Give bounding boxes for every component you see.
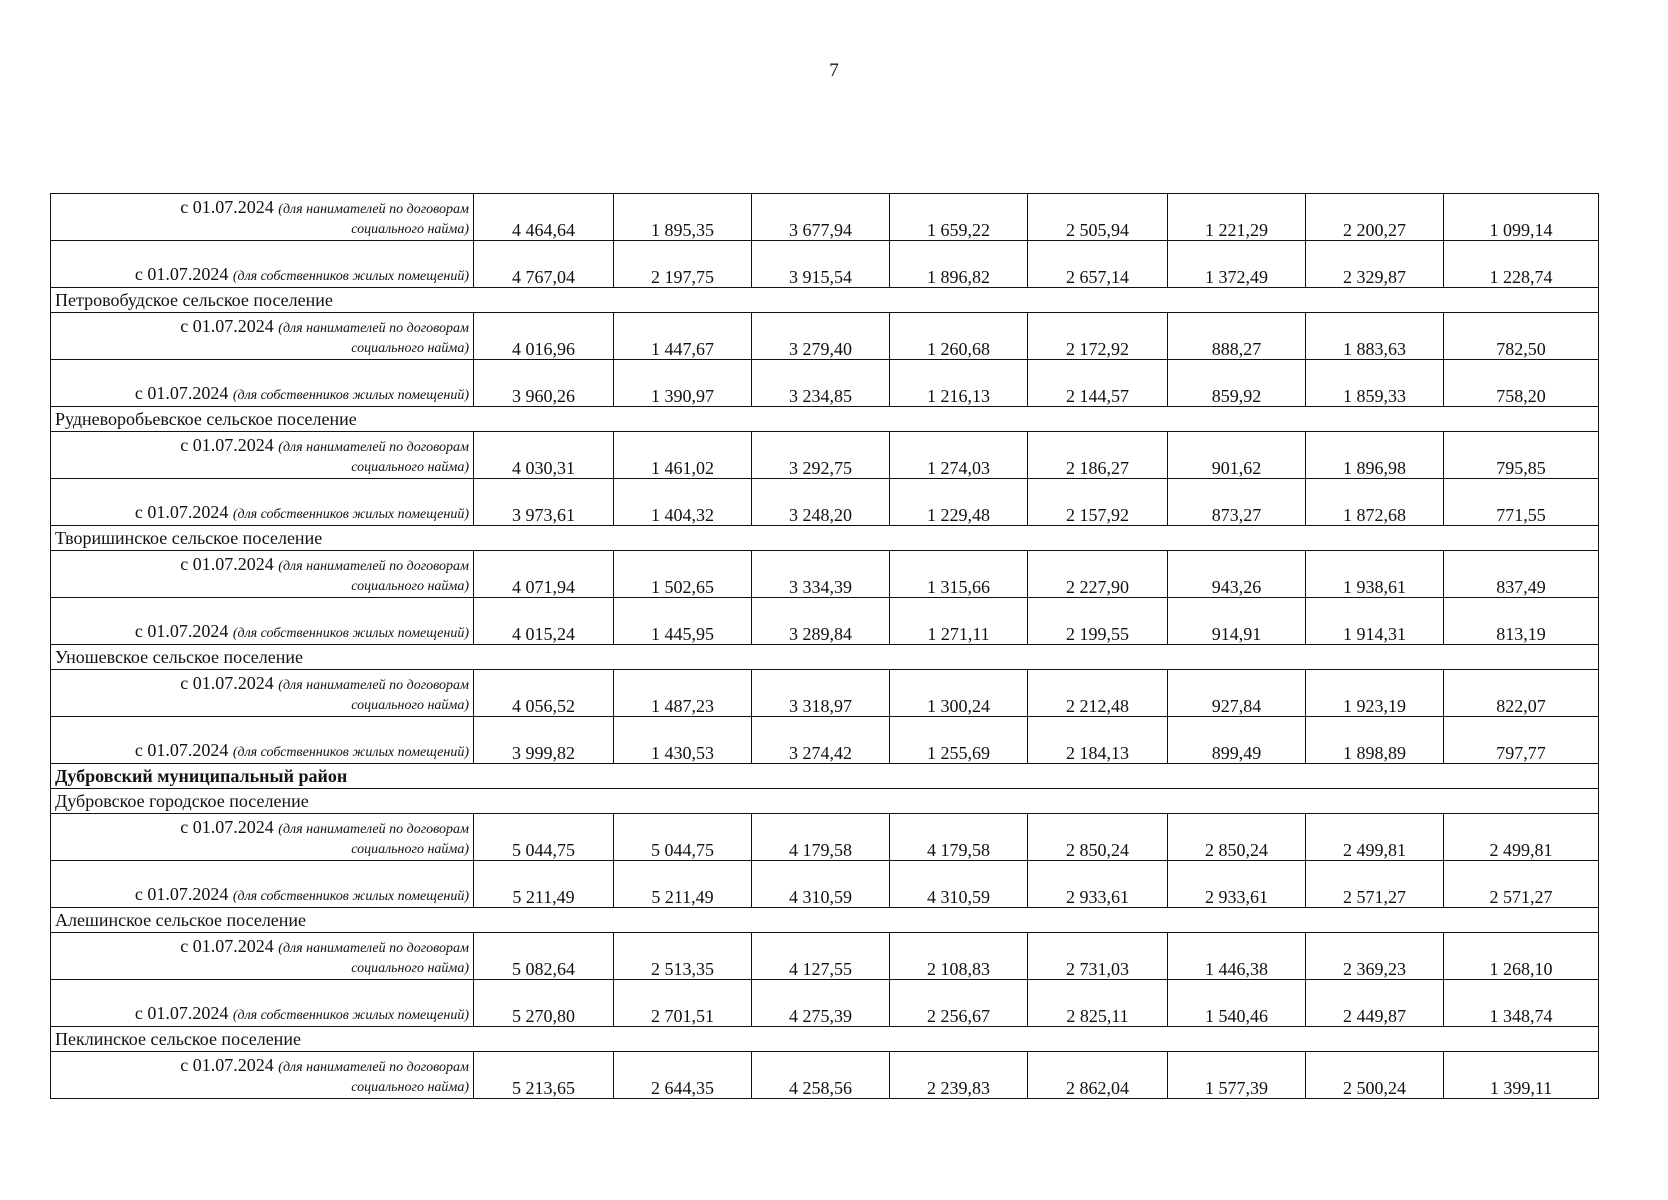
tenant-tariff-row xyxy=(51,313,1599,360)
owner-tariff-row xyxy=(51,980,1599,1027)
owner-tariff-row xyxy=(51,360,1599,407)
row-label-note: (для собственников жилых помещений) xyxy=(232,889,469,904)
tariff-value-cell: 2 186,27 xyxy=(1028,432,1168,479)
tariff-value-cell: 4 030,31 xyxy=(474,432,614,479)
owner-tariff-row xyxy=(51,598,1599,645)
row-label-date: с 01.07.2024 xyxy=(180,197,274,217)
row-label xyxy=(51,814,474,861)
row-label-line-1 xyxy=(55,884,469,907)
row-label-date: с 01.07.2024 xyxy=(134,1003,229,1023)
row-label-date: с 01.07.2024 xyxy=(134,884,229,904)
tariff-value-cell: 2 499,81 xyxy=(1444,814,1599,861)
tariff-value-cell: 5 211,49 xyxy=(474,861,614,908)
tariff-value-cell: 3 292,75 xyxy=(752,432,890,479)
tariff-value-cell: 2 199,55 xyxy=(1028,598,1168,645)
tariff-value-cell: 4 310,59 xyxy=(890,861,1028,908)
tariff-value-cell: 2 157,92 xyxy=(1028,479,1168,526)
tariff-value-cell: 2 212,48 xyxy=(1028,670,1168,717)
row-label-line-1 xyxy=(55,316,469,339)
tariff-value-cell: 1 300,24 xyxy=(890,670,1028,717)
tariff-value-cell: 3 289,84 xyxy=(752,598,890,645)
tariff-value-cell: 914,91 xyxy=(1168,598,1306,645)
tariff-value-cell: 4 071,94 xyxy=(474,551,614,598)
row-label-note: (для собственников жилых помещений) xyxy=(232,269,469,284)
tariff-value-cell: 943,26 xyxy=(1168,551,1306,598)
row-label xyxy=(51,194,474,241)
tariff-value-cell: 1 430,53 xyxy=(614,717,752,764)
tariff-value-cell: 2 644,35 xyxy=(614,1052,752,1099)
tariff-value-cell: 3 960,26 xyxy=(474,360,614,407)
tariff-value-cell: 873,27 xyxy=(1168,479,1306,526)
tariff-value-cell: 2 144,57 xyxy=(1028,360,1168,407)
row-label-line-1 xyxy=(55,383,469,406)
tariff-value-cell: 2 369,23 xyxy=(1306,933,1444,980)
tariff-value-cell: 1 216,13 xyxy=(890,360,1028,407)
row-label-note-continued: социального найма) xyxy=(351,460,469,475)
tariff-value-cell: 4 310,59 xyxy=(752,861,890,908)
row-label xyxy=(51,432,474,479)
tariff-value-cell: 1 399,11 xyxy=(1444,1052,1599,1099)
row-label-line-1 xyxy=(55,936,469,959)
row-label-line-1 xyxy=(55,264,469,287)
tariff-value-cell: 1 577,39 xyxy=(1168,1052,1306,1099)
section-title: Пеклинское сельское поселение xyxy=(51,1027,1599,1052)
tariff-value-cell: 1 268,10 xyxy=(1444,933,1599,980)
tariff-value-cell: 3 274,42 xyxy=(752,717,890,764)
row-label-note: (для собственников жилых помещений) xyxy=(232,388,469,403)
row-label-note: (для нанимателей по договорам xyxy=(278,941,469,956)
row-label-note: (для нанимателей по договорам xyxy=(278,202,469,217)
district-header-row xyxy=(51,764,1599,789)
tariff-value-cell: 901,62 xyxy=(1168,432,1306,479)
tariff-value-cell: 4 127,55 xyxy=(752,933,890,980)
section-title: Алешинское сельское поселение xyxy=(51,908,1599,933)
row-label-note: (для нанимателей по договорам xyxy=(278,1060,469,1075)
tariff-value-cell: 2 239,83 xyxy=(890,1052,1028,1099)
row-label-line-1 xyxy=(55,1003,469,1026)
tariff-value-cell: 1 445,95 xyxy=(614,598,752,645)
tariff-value-cell: 2 513,35 xyxy=(614,933,752,980)
row-label xyxy=(51,479,474,526)
row-label xyxy=(51,313,474,360)
row-label-note-continued: социального найма) xyxy=(351,222,469,237)
row-label xyxy=(51,670,474,717)
tariff-value-cell: 2 825,11 xyxy=(1028,980,1168,1027)
row-label-note-continued: социального найма) xyxy=(351,1080,469,1095)
tariff-value-cell: 4 056,52 xyxy=(474,670,614,717)
tariff-value-cell: 4 258,56 xyxy=(752,1052,890,1099)
tariff-value-cell: 1 255,69 xyxy=(890,717,1028,764)
tariff-value-cell: 837,49 xyxy=(1444,551,1599,598)
tariff-value-cell: 1 274,03 xyxy=(890,432,1028,479)
tariff-value-cell: 1 896,82 xyxy=(890,241,1028,288)
tariff-value-cell: 927,84 xyxy=(1168,670,1306,717)
row-label-note-continued: социального найма) xyxy=(351,579,469,594)
tariff-value-cell: 2 701,51 xyxy=(614,980,752,1027)
tariff-value-cell: 4 179,58 xyxy=(890,814,1028,861)
tariff-value-cell: 813,19 xyxy=(1444,598,1599,645)
tenant-tariff-row xyxy=(51,933,1599,980)
row-label xyxy=(51,241,474,288)
row-label-line-1 xyxy=(55,435,469,458)
section-title: Петровобудское сельское поселение xyxy=(51,288,1599,313)
tariff-value-cell: 2 108,83 xyxy=(890,933,1028,980)
owner-tariff-row xyxy=(51,717,1599,764)
tariff-value-cell: 1 461,02 xyxy=(614,432,752,479)
row-label-note: (для собственников жилых помещений) xyxy=(232,745,469,760)
tariff-value-cell: 1 348,74 xyxy=(1444,980,1599,1027)
tariff-value-cell: 5 270,80 xyxy=(474,980,614,1027)
tariff-value-cell: 3 677,94 xyxy=(752,194,890,241)
tariff-value-cell: 2 449,87 xyxy=(1306,980,1444,1027)
tariff-value-cell: 2 571,27 xyxy=(1444,861,1599,908)
section-header-row xyxy=(51,645,1599,670)
tariff-value-cell: 1 914,31 xyxy=(1306,598,1444,645)
tariff-value-cell: 2 850,24 xyxy=(1028,814,1168,861)
tariff-value-cell: 2 172,92 xyxy=(1028,313,1168,360)
tariff-value-cell: 2 500,24 xyxy=(1306,1052,1444,1099)
row-label-date: с 01.07.2024 xyxy=(134,383,229,403)
tariff-value-cell: 782,50 xyxy=(1444,313,1599,360)
row-label xyxy=(51,1052,474,1099)
row-label-note-continued: социального найма) xyxy=(351,341,469,356)
section-header-row xyxy=(51,407,1599,432)
tariff-value-cell: 1 446,38 xyxy=(1168,933,1306,980)
tariff-value-cell: 2 933,61 xyxy=(1028,861,1168,908)
tariff-value-cell: 3 248,20 xyxy=(752,479,890,526)
owner-tariff-row xyxy=(51,241,1599,288)
tariff-value-cell: 2 657,14 xyxy=(1028,241,1168,288)
tenant-tariff-row xyxy=(51,1052,1599,1099)
row-label xyxy=(51,598,474,645)
tariff-value-cell: 3 318,97 xyxy=(752,670,890,717)
tariff-value-cell: 3 973,61 xyxy=(474,479,614,526)
tariff-value-cell: 1 315,66 xyxy=(890,551,1028,598)
tariff-value-cell: 1 404,32 xyxy=(614,479,752,526)
row-label-note: (для нанимателей по договорам xyxy=(278,822,469,837)
tariff-value-cell: 4 464,64 xyxy=(474,194,614,241)
row-label-line-1 xyxy=(55,621,469,644)
row-label-date: с 01.07.2024 xyxy=(134,740,229,760)
section-title: Дубровское городское поселение xyxy=(51,789,1599,814)
district-title: Дубровский муниципальный район xyxy=(51,764,1599,789)
tariff-value-cell: 3 334,39 xyxy=(752,551,890,598)
tariff-value-cell: 4 016,96 xyxy=(474,313,614,360)
tariff-value-cell: 2 499,81 xyxy=(1306,814,1444,861)
tenant-tariff-row xyxy=(51,432,1599,479)
row-label-date: с 01.07.2024 xyxy=(134,621,229,641)
row-label-date: с 01.07.2024 xyxy=(180,1055,274,1075)
tariff-value-cell: 1 896,98 xyxy=(1306,432,1444,479)
tariff-value-cell: 2 505,94 xyxy=(1028,194,1168,241)
section-title: Творишинское сельское поселение xyxy=(51,526,1599,551)
tariff-value-cell: 758,20 xyxy=(1444,360,1599,407)
row-label-line-1 xyxy=(55,1055,469,1078)
section-header-row xyxy=(51,908,1599,933)
tariff-value-cell: 1 260,68 xyxy=(890,313,1028,360)
tariff-value-cell: 1 895,35 xyxy=(614,194,752,241)
tariff-value-cell: 4 275,39 xyxy=(752,980,890,1027)
row-label-date: с 01.07.2024 xyxy=(180,673,274,693)
tariff-value-cell: 1 938,61 xyxy=(1306,551,1444,598)
tariff-value-cell: 1 898,89 xyxy=(1306,717,1444,764)
row-label-line-1 xyxy=(55,673,469,696)
tariff-value-cell: 1 872,68 xyxy=(1306,479,1444,526)
tariff-value-cell: 2 256,67 xyxy=(890,980,1028,1027)
tariff-value-cell: 5 044,75 xyxy=(474,814,614,861)
tariff-value-cell: 899,49 xyxy=(1168,717,1306,764)
row-label-date: с 01.07.2024 xyxy=(180,316,274,336)
tariff-value-cell: 1 659,22 xyxy=(890,194,1028,241)
row-label-note: (для собственников жилых помещений) xyxy=(232,507,469,522)
tariff-value-cell: 3 234,85 xyxy=(752,360,890,407)
tariff-value-cell: 1 859,33 xyxy=(1306,360,1444,407)
tariff-value-cell: 1 099,14 xyxy=(1444,194,1599,241)
tariff-value-cell: 2 329,87 xyxy=(1306,241,1444,288)
tariff-value-cell: 1 447,67 xyxy=(614,313,752,360)
row-label xyxy=(51,933,474,980)
tariff-value-cell: 2 850,24 xyxy=(1168,814,1306,861)
tariff-value-cell: 797,77 xyxy=(1444,717,1599,764)
tariff-value-cell: 2 862,04 xyxy=(1028,1052,1168,1099)
row-label-note: (для собственников жилых помещений) xyxy=(232,1008,469,1023)
tariff-value-cell: 1 372,49 xyxy=(1168,241,1306,288)
section-title: Рудневоробьевское сельское поселение xyxy=(51,407,1599,432)
tariff-value-cell: 4 015,24 xyxy=(474,598,614,645)
tenant-tariff-row xyxy=(51,194,1599,241)
row-label-note-continued: социального найма) xyxy=(351,842,469,857)
row-label xyxy=(51,360,474,407)
tariff-value-cell: 5 211,49 xyxy=(614,861,752,908)
row-label-note-continued: социального найма) xyxy=(351,698,469,713)
tariff-value-cell: 4 179,58 xyxy=(752,814,890,861)
tariff-value-cell: 1 487,23 xyxy=(614,670,752,717)
page-number: 7 xyxy=(829,60,839,81)
row-label-note-continued: социального найма) xyxy=(351,961,469,976)
tariff-value-cell: 3 279,40 xyxy=(752,313,890,360)
row-label-date: с 01.07.2024 xyxy=(180,435,274,455)
tariff-value-cell: 5 044,75 xyxy=(614,814,752,861)
tenant-tariff-row xyxy=(51,551,1599,598)
tariff-table xyxy=(50,193,1599,1099)
row-label-line-1 xyxy=(55,740,469,763)
section-header-row xyxy=(51,1027,1599,1052)
row-label-line-1 xyxy=(55,554,469,577)
tariff-value-cell: 2 933,61 xyxy=(1168,861,1306,908)
tariff-value-cell: 2 184,13 xyxy=(1028,717,1168,764)
tariff-value-cell: 1 502,65 xyxy=(614,551,752,598)
owner-tariff-row xyxy=(51,861,1599,908)
row-label-note: (для нанимателей по договорам xyxy=(278,321,469,336)
row-label-date: с 01.07.2024 xyxy=(180,817,274,837)
row-label-date: с 01.07.2024 xyxy=(134,264,229,284)
tariff-value-cell: 3 999,82 xyxy=(474,717,614,764)
owner-tariff-row xyxy=(51,479,1599,526)
row-label xyxy=(51,717,474,764)
tariff-value-cell: 5 082,64 xyxy=(474,933,614,980)
tariff-value-cell: 3 915,54 xyxy=(752,241,890,288)
tenant-tariff-row xyxy=(51,670,1599,717)
section-header-row xyxy=(51,526,1599,551)
row-label xyxy=(51,980,474,1027)
tariff-value-cell: 795,85 xyxy=(1444,432,1599,479)
tariff-value-cell: 1 390,97 xyxy=(614,360,752,407)
tariff-value-cell: 1 221,29 xyxy=(1168,194,1306,241)
row-label-date: с 01.07.2024 xyxy=(180,554,274,574)
row-label-date: с 01.07.2024 xyxy=(180,936,274,956)
tariff-value-cell: 822,07 xyxy=(1444,670,1599,717)
row-label-note: (для нанимателей по договорам xyxy=(278,559,469,574)
tariff-value-cell: 2 227,90 xyxy=(1028,551,1168,598)
tariff-value-cell: 2 197,75 xyxy=(614,241,752,288)
tariff-value-cell: 859,92 xyxy=(1168,360,1306,407)
row-label-note: (для нанимателей по договорам xyxy=(278,440,469,455)
tariff-value-cell: 771,55 xyxy=(1444,479,1599,526)
tariff-value-cell: 1 883,63 xyxy=(1306,313,1444,360)
row-label-line-1 xyxy=(55,197,469,220)
row-label-date: с 01.07.2024 xyxy=(134,502,229,522)
section-header-row xyxy=(51,288,1599,313)
tariff-value-cell: 2 200,27 xyxy=(1306,194,1444,241)
section-title: Уношевское сельское поселение xyxy=(51,645,1599,670)
tariff-value-cell: 2 571,27 xyxy=(1306,861,1444,908)
tariff-value-cell: 1 923,19 xyxy=(1306,670,1444,717)
row-label xyxy=(51,551,474,598)
tariff-value-cell: 888,27 xyxy=(1168,313,1306,360)
tariff-value-cell: 1 228,74 xyxy=(1444,241,1599,288)
row-label-note: (для собственников жилых помещений) xyxy=(232,626,469,641)
row-label xyxy=(51,861,474,908)
tariff-value-cell: 1 271,11 xyxy=(890,598,1028,645)
section-header-row xyxy=(51,789,1599,814)
tariff-value-cell: 2 731,03 xyxy=(1028,933,1168,980)
tenant-tariff-row xyxy=(51,814,1599,861)
row-label-note: (для нанимателей по договорам xyxy=(278,678,469,693)
tariff-value-cell: 1 540,46 xyxy=(1168,980,1306,1027)
row-label-line-1 xyxy=(55,817,469,840)
tariff-value-cell: 1 229,48 xyxy=(890,479,1028,526)
tariff-table-body xyxy=(51,194,1599,1099)
tariff-value-cell: 5 213,65 xyxy=(474,1052,614,1099)
tariff-value-cell: 4 767,04 xyxy=(474,241,614,288)
row-label-line-1 xyxy=(55,502,469,525)
